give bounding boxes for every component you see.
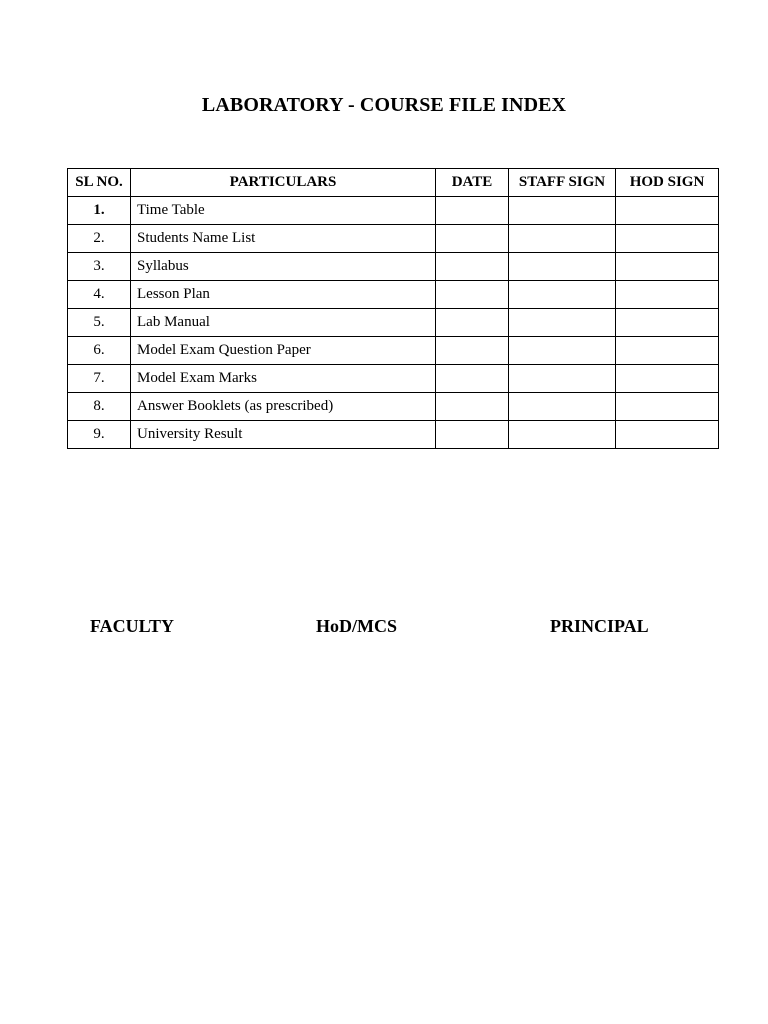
signature-principal-label: PRINCIPAL [550,616,649,636]
row-sl-no: 1. [68,197,131,225]
row-hod-sign-cell [616,393,719,421]
table-header-row [68,169,719,197]
table-row [68,225,719,253]
row-particulars: Syllabus [131,253,436,281]
row-staff-sign-cell [509,309,616,337]
signature-hod-label: HoD/MCS [316,616,397,636]
table-row [68,421,719,449]
row-staff-sign-cell [509,421,616,449]
row-staff-sign-cell [509,253,616,281]
row-date-cell [436,337,509,365]
row-particulars: Students Name List [131,225,436,253]
row-staff-sign-cell [509,365,616,393]
header-date: DATE [436,169,509,197]
row-sl-no: 7. [68,365,131,393]
row-staff-sign-cell [509,197,616,225]
row-particulars: Answer Booklets (as prescribed) [131,393,436,421]
signature-block [0,616,768,640]
row-hod-sign-cell [616,365,719,393]
row-date-cell [436,253,509,281]
row-sl-no: 4. [68,281,131,309]
row-hod-sign-cell [616,309,719,337]
row-date-cell [436,197,509,225]
row-sl-no: 9. [68,421,131,449]
row-sl-no: 6. [68,337,131,365]
table-row [68,365,719,393]
row-hod-sign-cell [616,253,719,281]
row-particulars: Lesson Plan [131,281,436,309]
row-hod-sign-cell [616,337,719,365]
row-hod-sign-cell [616,225,719,253]
row-sl-no: 3. [68,253,131,281]
row-particulars: Model Exam Question Paper [131,337,436,365]
page-title: LABORATORY - COURSE FILE INDEX [201,94,567,116]
table-row [68,281,719,309]
row-sl-no: 2. [68,225,131,253]
header-sl-no: SL NO. [68,169,131,197]
row-sl-no: 8. [68,393,131,421]
row-particulars: Lab Manual [131,309,436,337]
row-particulars: Model Exam Marks [131,365,436,393]
table-row [68,197,719,225]
row-staff-sign-cell [509,337,616,365]
header-staff-sign: STAFF SIGN [509,169,616,197]
row-date-cell [436,281,509,309]
table-row [68,337,719,365]
course-file-index-table [67,168,719,449]
row-date-cell [436,421,509,449]
row-staff-sign-cell [509,281,616,309]
row-particulars: University Result [131,421,436,449]
signature-faculty-label: FACULTY [90,616,175,636]
table-row [68,253,719,281]
row-hod-sign-cell [616,421,719,449]
row-staff-sign-cell [509,225,616,253]
header-particulars: PARTICULARS [131,169,436,197]
table-row [68,309,719,337]
row-hod-sign-cell [616,281,719,309]
row-date-cell [436,365,509,393]
table-row [68,393,719,421]
row-particulars: Time Table [131,197,436,225]
row-date-cell [436,225,509,253]
header-hod-sign: HOD SIGN [616,169,719,197]
row-hod-sign-cell [616,197,719,225]
row-staff-sign-cell [509,393,616,421]
row-sl-no: 5. [68,309,131,337]
row-date-cell [436,393,509,421]
row-date-cell [436,309,509,337]
